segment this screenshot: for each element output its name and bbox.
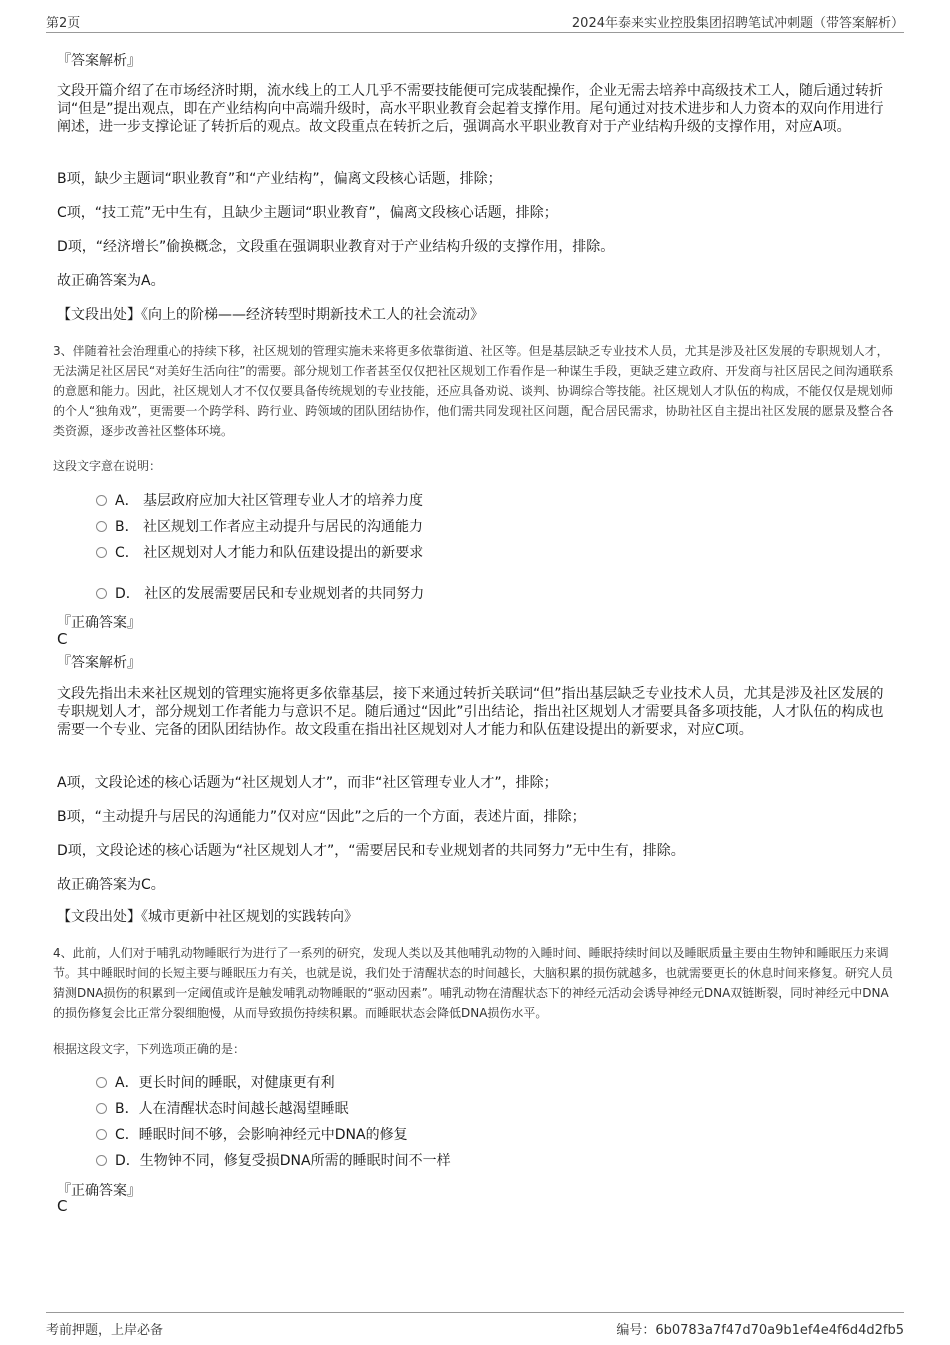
question-4-stem: 4、此前，人们对于哺乳动物睡眠行为进行了一系列的研究，发现人类以及其他哺乳动物的入睡时间、睡眠持续时间以及睡眠质量主要由生物钟和睡眠压力来调节。其中睡眠时间的长短主要与睡眠压力有关，也就是说，我们处于清醒状态的时间越长，大脑积累的损伤就越多，也就需要更长的休息时间来修复。研究人员猜测DNA损伤的积累到一定阈值或许是触发哺乳动物睡眠的“驱动因素”。哺乳动物在清醒状态下的神经元活动会诱导神经元DNA双链断裂，同时神经元中DNA的损伤修复会比正常分裂细胞慢，从而导致损伤持续积累。而睡眠状态会降低DNA损伤水平。 [53,946,894,1020]
question-4-prompt: 根据这段文字，下列选项正确的是： [53,1042,246,1056]
option-c-explanation: C项，“技工荒”无中生有，且缺少主题词“职业教育”，偏离文段核心话题，排除； [57,205,558,221]
question-3-option-a[interactable]: A． 基层政府应加大社区管理专业人才的培养力度 [96,490,423,510]
option-b-explanation: B项，“主动提升与居民的沟通能力”仅对应“因此”之后的一个方面，表述片面，排除； [57,809,586,825]
radio-icon[interactable] [96,1155,107,1166]
conclusion: 故正确答案为C。 [57,877,165,893]
radio-icon[interactable] [96,495,107,506]
radio-icon[interactable] [96,1129,107,1140]
question-3-stem: 3、伴随着社会治理重心的持续下移，社区规划的管理实施未来将更多依靠街道、社区等。但是基层缺乏专业技术人员，尤其是涉及社区发展的专职规划人才，无法满足社区居民“对美好生活向往”的需要。部分规划工作者甚至仅仅把社区规划工作看作是一种谋生手段，更缺乏建立政府、开发商与社区居民之间沟通联系的意愿和能力。因此，社区规划人才不仅仅要具备传统规划的专业技能，还应具备劝说、谈判、协调综合等技能。社区规划人才队伍的构成，不能仅仅是规划师的个人“独角戏”，更需要一个跨学科、跨行业、跨领域的团队团结协作，他们需共同发现社区问题，配合居民需求，协助社区自主提出社区发展的愿景及整合各类资源，逐步改善社区整体环境。 [53,344,894,438]
question-4-option-c[interactable]: C．睡眠时间不够，会影响神经元中DNA的修复 [96,1124,408,1144]
correct-answer: C [57,1197,68,1215]
option-a-explanation: A项，文段论述的核心话题为“社区规划人才”，而非“社区管理专业人才”，排除； [57,775,558,791]
conclusion: 故正确答案为A。 [57,273,165,289]
analysis-tag: 『答案解析』 [57,655,141,671]
option-d-explanation: D项，“经济增长”偷换概念，文段重在强调职业教育对于产业结构升级的支撑作用，排除。 [57,239,615,255]
option-d-explanation: D项，文段论述的核心话题为“社区规划人才”，“需要居民和专业规划者的共同努力”无中生有，排除。 [57,843,685,859]
question-3-prompt: 这段文字意在说明： [53,459,162,473]
document-id: 编号：6b0783a7f47d70a9b1ef4e4f6d4d2fb5 [616,1323,904,1338]
analysis-text: 文段开篇介绍了在市场经济时期，流水线上的工人几乎不需要技能便可完成装配操作，企业无需去培养中高级技术工人，随后通过转折词“但是”提出观点，即在产业结构向中高端升级时，高水平职业教育会起着支撑作用。尾句通过对技术进步和人力资本的双向作用进行阐述，进一步支撑论证了转折后的观点。故文段重点在转折之后，强调高水平职业教育对于产业结构升级的支撑作用，对应A项。 [57,83,884,135]
question-4-option-b[interactable]: B．人在清醒状态时间越长越渴望睡眠 [96,1098,349,1118]
question-3-option-d[interactable]: D． 社区的发展需要居民和专业规划者的共同努力 [96,583,424,603]
page-number: 第2页 [46,16,81,31]
page-footer [46,1312,904,1339]
page-header [46,12,904,33]
analysis-text: 文段先指出未来社区规划的管理实施将更多依靠基层，接下来通过转折关联词“但”指出基层缺乏专业技术人员，尤其是涉及社区发展的专职规划人才，部分规划工作者能力与意识不足。随后通过“因此”引出结论，指出社区规划人才需要具备多项技能，人才队伍的构成也需要一个专业、完备的团队团结协作。故文段重在指出社区规划对人才能力和队伍建设提出的新要求，对应C项。 [57,686,884,738]
correct-answer-tag: 『正确答案』 [57,615,141,631]
source: 【文段出处】《向上的阶梯——经济转型时期新技术工人的社会流动》 [57,307,484,323]
correct-answer: C [57,630,68,648]
document-title: 2024年泰来实业控股集团招聘笔试冲刺题（带答案解析） [571,16,904,31]
correct-answer-tag: 『正确答案』 [57,1183,141,1199]
footer-slogan: 考前押题，上岸必备 [46,1323,164,1338]
radio-icon[interactable] [96,1077,107,1088]
radio-icon[interactable] [96,521,107,532]
source: 【文段出处】《城市更新中社区规划的实践转向》 [57,909,358,925]
question-4-option-a[interactable]: A．更长时间的睡眠，对健康更有利 [96,1072,335,1092]
question-3-option-c[interactable]: C． 社区规划对人才能力和队伍建设提出的新要求 [96,542,423,562]
question-4-option-d[interactable]: D．生物钟不同，修复受损DNA所需的睡眠时间不一样 [96,1150,451,1170]
analysis-tag: 『答案解析』 [57,53,141,69]
option-b-explanation: B项，缺少主题词“职业教育”和“产业结构”，偏离文段核心话题，排除； [57,171,502,187]
radio-icon[interactable] [96,1103,107,1114]
question-3-option-b[interactable]: B． 社区规划工作者应主动提升与居民的沟通能力 [96,516,423,536]
radio-icon[interactable] [96,588,107,599]
radio-icon[interactable] [96,547,107,558]
